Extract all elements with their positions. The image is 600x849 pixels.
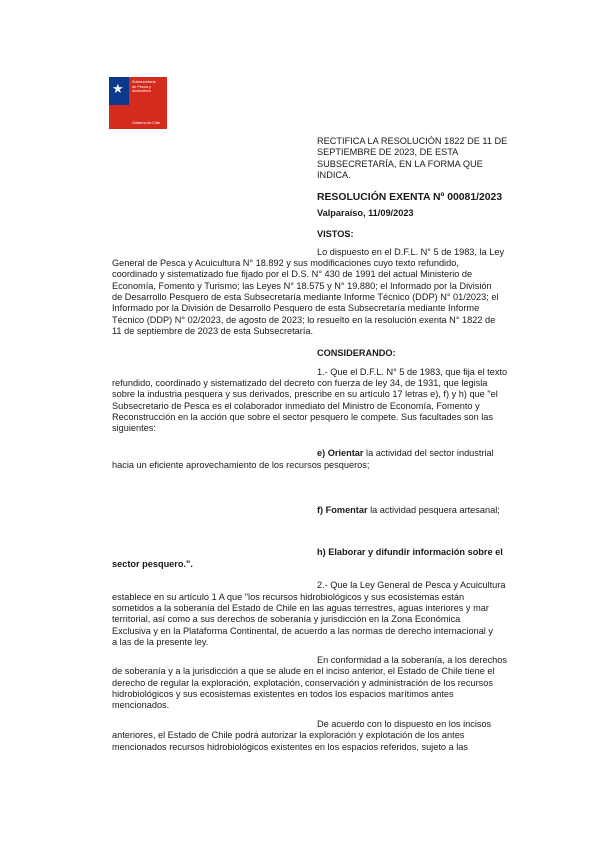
vistos-line: de Desarrollo Pesquero de esta Subsecretaría mediante Informe Técnico (DDP) N° 01/2023; el [112,292,499,302]
paragraph-1-line: siguientes: [112,423,156,433]
paragraph-3-line: mencionados. [112,700,170,710]
item-e-text: la actividad del sector industrial [363,448,494,458]
logo-gob-text: Gobierno de Chile [132,121,161,125]
paragraph-3-line: hidrobiológicos y sus ecosistemas existentes en todos los espacios marítimos antes [112,689,454,699]
paragraph-1-line: sobre la industria pesquera y sus derivados, prescribe en su artículo 17 letras e), f) y h) que "el [112,389,498,399]
item-f-text: la actividad pesquera artesanal; [367,505,500,515]
item-e-line-2: hacia un eficiente aprovechamiento de los recursos pesqueros; [112,460,370,470]
resolution-number: RESOLUCIÓN EXENTA Nº 00081/2023 [317,192,503,203]
paragraph-1-line: Reconstrucción en la acción que sobre el sector pesquero le compete. Sus facultades son las [112,412,493,422]
item-e-label: e) Orientar [317,448,364,458]
vistos-line: 11 de septiembre de 2023 de esta Subsecretaría. [112,326,314,336]
place-date: Valparaíso, 11/09/2023 [317,208,414,218]
logo-blue-block [109,77,129,105]
vistos-line: General de Pesca y Acuicultura N° 18.892 y sus modificaciones cuyo texto refundido, [112,258,459,268]
paragraph-3-line: de soberanía y a la jurisdicción a que se alude en el inciso anterior, el Estado de Chile tiene el [112,666,495,676]
vistos-line: Informado por la División de Desarrollo Pesquero de esta Subsecretaría mediante Informe [112,303,480,313]
vistos-line: Técnico (DDP) N° 02/2023, de agosto de 2023; lo resuelto en la resolución exenta N° 1822 de [112,315,496,325]
document-subject [317,136,527,181]
vistos-line: Lo dispuesto en el D.F.L. N° 5 de 1983, la Ley [317,247,505,257]
paragraph-2-line: a las de la presente ley. [112,637,209,647]
star-icon: ★ [112,81,124,96]
paragraph-1-line: 1.- Que el D.F.L. N° 5 de 1983, que fija el texto [317,367,508,377]
paragraph-4-line: De acuerdo con lo dispuesto en los incisos [317,719,492,729]
ministry-logo [109,77,167,129]
paragraph-4-line: anteriores, el Estado de Chile podrá autorizar la exploración y explotación de los antes [112,730,465,740]
paragraph-3-line: derecho de regular la exploración, explotación, conservación y administración de los recursos [112,678,493,688]
subject-line: INDICA. [317,169,351,180]
item-h-line: h) Elaborar y difundir información sobre el [317,547,503,557]
vistos-line: coordinado y sistematizado fue fijado por el D.S. N° 430 de 1991 del actual Ministerio de [112,269,473,279]
logo-red-bar [109,105,129,129]
item-e-line [317,448,494,459]
logo-ministry-text: Subsecretaría de Pesca y Acuicultura [132,80,156,94]
paragraph-2-line: sometidos a la soberanía del Estado de Chile en las aguas terrestres, aguas interiores y mar [112,603,489,613]
item-f-line [317,505,500,516]
item-h-line-2: sector pesquero.". [112,559,193,569]
paragraph-2-line: territorial, así como a sus derechos de soberanía y jurisdicción en la Zona Económica [112,614,461,624]
vistos-line: Economía, Fomento y Turismo; las Leyes N° 18.575 y N° 19.880; el Informado por la División [112,281,492,291]
considerando-heading: CONSIDERANDO: [317,348,396,358]
vistos-heading: VISTOS: [317,229,354,239]
paragraph-1-line: Subsecretario de Pesca es el colaborador inmediato del Ministro de Economía, Fomento y [112,401,480,411]
subject-line: RECTIFICA LA RESOLUCIÓN 1822 DE 11 DE [317,136,508,146]
item-f-label: f) Fomentar [317,505,368,515]
paragraph-2-line: Exclusiva y en la Plataforma Continental, de acuerdo a las normas de derecho internacional y [112,626,493,636]
paragraph-2-line: establece en su artículo 1 A que "los recursos hidrobiológicos y sus ecosistemas están [112,592,465,602]
paragraph-3-line: En conformidad a la soberanía, a los derechos [317,655,507,665]
paragraph-2-line: 2.- Que la Ley General de Pesca y Acuicultura [317,580,506,590]
subject-line: SUBSECRETARÍA, EN LA FORMA QUE [317,158,483,169]
subject-line: SEPTIEMBRE DE 2023, DE ESTA [317,147,459,158]
paragraph-4-line: mencionados recursos hidrobiológicos existentes en los espacios referidos, sujeto a las [112,742,468,752]
paragraph-1-line: refundido, coordinado y sistematizado del decreto con fuerza de ley 34, de 1931, que legisla [112,378,488,388]
